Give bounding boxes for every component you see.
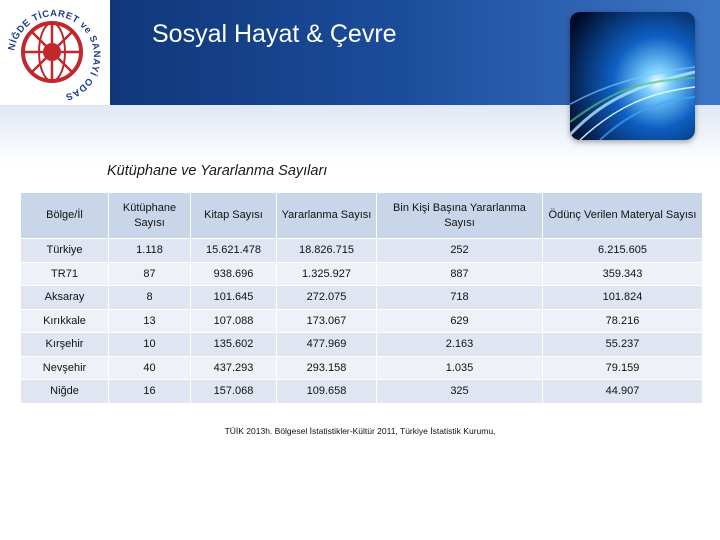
table-cell: Aksaray: [21, 286, 109, 310]
table-cell: 55.237: [543, 333, 703, 357]
table-cell: Türkiye: [21, 239, 109, 263]
table-cell: Kırıkkale: [21, 309, 109, 333]
table-row: [21, 380, 703, 404]
table-cell: 18.826.715: [277, 239, 377, 263]
table-cell: 40: [109, 356, 191, 380]
table-row: [21, 239, 703, 263]
table-cell: 359.343: [543, 262, 703, 286]
table-cell: 15.621.478: [191, 239, 277, 263]
table-cell: 293.158: [277, 356, 377, 380]
decorative-light-picture: [570, 12, 695, 140]
table-cell: Kırşehir: [21, 333, 109, 357]
source-note: TÜİK 2013h. Bölgesel İstatistikler-Kültür 2011, Türkiye İstatistik Kurumu,: [224, 426, 496, 436]
table-row: [21, 286, 703, 310]
table-cell: 2.163: [377, 333, 543, 357]
table-row: [21, 262, 703, 286]
table-cell: 135.602: [191, 333, 277, 357]
table-cell: 16: [109, 380, 191, 404]
table-cell: 173.067: [277, 309, 377, 333]
table-cell: 101.824: [543, 286, 703, 310]
table-row: [21, 333, 703, 357]
table-cell: 78.216: [543, 309, 703, 333]
chamber-logo: [0, 0, 110, 105]
table-cell: 252: [377, 239, 543, 263]
table-cell: 13: [109, 309, 191, 333]
table-cell: 325: [377, 380, 543, 404]
table-cell: 8: [109, 286, 191, 310]
table-row: [21, 309, 703, 333]
column-header: Bin Kişi Başına Yararlanma Sayısı: [377, 193, 543, 239]
table-cell: 107.088: [191, 309, 277, 333]
table-cell: 1.118: [109, 239, 191, 263]
table-cell: 272.075: [277, 286, 377, 310]
library-statistics-table: [20, 192, 703, 404]
table-cell: 6.215.605: [543, 239, 703, 263]
table-cell: 101.645: [191, 286, 277, 310]
table-cell: 477.969: [277, 333, 377, 357]
column-header: Bölge/İl: [21, 193, 109, 239]
table-row: [21, 356, 703, 380]
table-cell: 938.696: [191, 262, 277, 286]
table-cell: TR71: [21, 262, 109, 286]
table-cell: Niğde: [21, 380, 109, 404]
table-cell: 718: [377, 286, 543, 310]
slide-title: Sosyal Hayat & Çevre: [152, 20, 397, 48]
column-header: Yararlanma Sayısı: [277, 193, 377, 239]
table-cell: 109.658: [277, 380, 377, 404]
table-cell: 1.325.927: [277, 262, 377, 286]
table-cell: 1.035: [377, 356, 543, 380]
table-cell: Nevşehir: [21, 356, 109, 380]
table-cell: 157.068: [191, 380, 277, 404]
column-header: Kütüphane Sayısı: [109, 193, 191, 239]
table-cell: 887: [377, 262, 543, 286]
table-cell: 87: [109, 262, 191, 286]
table-cell: 629: [377, 309, 543, 333]
table-cell: 79.159: [543, 356, 703, 380]
column-header: Ödünç Verilen Materyal Sayısı: [543, 193, 703, 239]
table-header-row: [21, 193, 703, 239]
table-cell: 44.907: [543, 380, 703, 404]
svg-text:NİĞDE TİCARET ve SANAYİ ODASI: NİĞDE TİCARET ve SANAYİ ODAS: [6, 8, 103, 103]
table-caption: Kütüphane ve Yararlanma Sayıları: [107, 163, 328, 179]
column-header: Kitap Sayısı: [191, 193, 277, 239]
table-cell: 10: [109, 333, 191, 357]
table-cell: 437.293: [191, 356, 277, 380]
